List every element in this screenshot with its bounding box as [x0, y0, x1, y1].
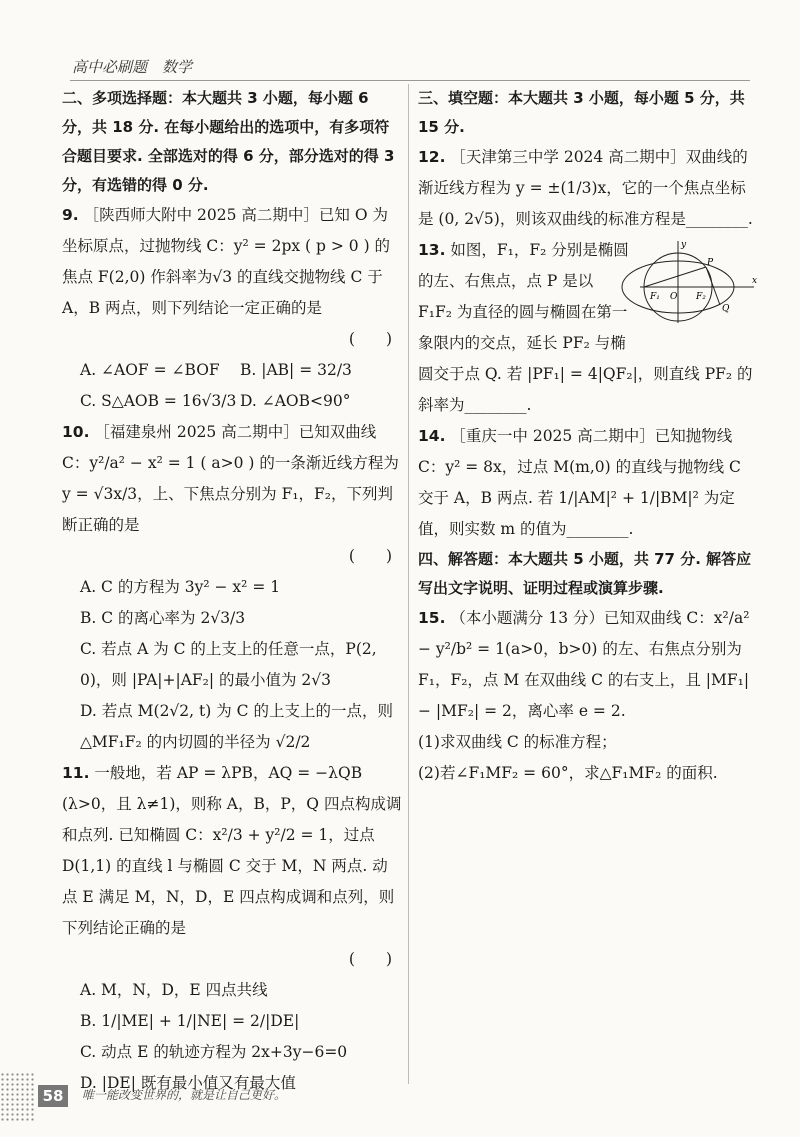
- q15-number: 15.: [418, 609, 446, 627]
- q10-option-c: C. 若点 A 为 C 的上支上的任意一点，P(2, 0)，则 |PA|+|AF₂| 的最小值为 2√3: [80, 640, 377, 689]
- section4-heading: 四、解答题：本大题共 5 小题，共 77 分. 解答应写出文字说明、证明过程或演算步骤.: [418, 550, 752, 597]
- q15-stem: （本小题满分 13 分）已知双曲线 C：x²/a² − y²/b² = 1(a>0，b>0) 的左、右焦点分别为 F₁，F₂，点 M 在双曲线 C 的右支上，且 |MF₁| − |MF₂| = 2，离心率 e = 2.: [418, 609, 750, 720]
- question-14: [418, 421, 756, 545]
- q10-option-d: D. 若点 M(2√2, t) 为 C 的上支上的一点，则 △MF₁F₂ 的内切圆的半径为 √2/2: [80, 702, 393, 751]
- q11-option-a: A. M，N，D，E 四点共线: [80, 981, 268, 999]
- question-13: [418, 235, 756, 421]
- q9-option-d: D. ∠AOB<90°: [240, 392, 351, 410]
- q11-option-c: C. 动点 E 的轨迹方程为 2x+3y−6=0: [80, 1043, 348, 1061]
- q14-number: 14.: [418, 427, 446, 445]
- q11-answer-paren: ( ): [348, 950, 392, 968]
- section3-heading: 三、填空题：本大题共 3 小题，每小题 5 分，共 15 分.: [418, 89, 745, 136]
- fig-label-f1: F₁: [650, 292, 660, 302]
- q11-stem: 一般地，若 AP = λPB，AQ = −λQB (λ>0，且 λ≠1)，则称 A，B，P，Q 四点构成调和点列. 已知椭圆 C：x²/3 + y²/2 = 1，过点 D(1,1) 的直线 l 与椭圆 C 交于 M，N 两点. 动点 E 满足 M，N，D，E 四点构成调和点列，则下列结论正确的是: [62, 764, 402, 937]
- q9-answer-paren: ( ): [348, 330, 392, 348]
- fig-label-y: y: [681, 240, 687, 250]
- footer-motto: 唯一能改变世界的，就是让自己更好。: [82, 1088, 287, 1102]
- q12-stem: ［天津第三中学 2024 高二期中］双曲线的渐近线方程为 y = ±(1/3)x，它的一个焦点坐标是 (0, 2√5)，则该双曲线的标准方程是________.: [418, 148, 753, 228]
- q11-number: 11.: [62, 764, 90, 782]
- q13-number: 13.: [418, 241, 446, 259]
- page-header: 高中必刷题 数学: [72, 58, 193, 76]
- fig-label-o: O: [670, 292, 678, 302]
- ellipse-figure: [636, 237, 756, 327]
- footer-dot-pattern: [0, 1072, 36, 1122]
- q9-number: 9.: [62, 206, 79, 224]
- q11-option-d: D. |DE| 既有最小值又有最大值: [80, 1074, 296, 1092]
- q11-option-b: B. 1/|ME| + 1/|NE| = 2/|DE|: [80, 1012, 300, 1030]
- q15-part-2: (2)若∠F₁MF₂ = 60°，求△F₁MF₂ 的面积.: [418, 764, 718, 782]
- q9-option-a: A. ∠AOF = ∠BOF: [80, 361, 220, 379]
- q9-option-c: C. S△AOB = 16√3/3: [80, 392, 237, 410]
- column-divider: [408, 84, 409, 1084]
- q13-stem: 如图，F₁，F₂ 分别是椭圆的左、右焦点，点 P 是以 F₁F₂ 为直径的圆与椭圆在第一象限内的交点，延长 PF₂ 与椭圆交于点 Q. 若 |PF₁| = 4|QF₂|，则直线 PF₂ 的斜率为________.: [418, 241, 753, 414]
- header-rule: [70, 80, 750, 81]
- q10-answer-paren: ( ): [348, 547, 392, 565]
- q12-number: 12.: [418, 148, 446, 166]
- fig-label-q: Q: [722, 304, 730, 314]
- q14-stem: ［重庆一中 2025 高二期中］已知抛物线 C：y² = 8x，过点 M(m,0) 的直线与抛物线 C 交于 A，B 两点. 若 1/|AM|² + 1/|BM|² 为定值，则实数 m 的值为________.: [418, 427, 741, 538]
- question-12: [418, 142, 756, 235]
- page-number: 58: [38, 1085, 68, 1107]
- fig-label-p: P: [707, 258, 714, 268]
- q9-stem: ［陕西师大附中 2025 高二期中］已知 O 为坐标原点，过抛物线 C：y² = 2px ( p > 0 ) 的焦点 F(2,0) 作斜率为√3 的直线交抛物线 C 于 A，B 两点，则下列结论一定正确的是: [62, 206, 391, 317]
- fig-label-f2: F₂: [696, 292, 706, 302]
- q10-number: 10.: [62, 423, 90, 441]
- right-column: [418, 84, 756, 789]
- q10-option-a: A. C 的方程为 3y² − x² = 1: [80, 578, 281, 596]
- section2-heading: 二、多项选择题：本大题共 3 小题，每小题 6 分，共 18 分. 在每小题给出的选项中，有多项符合题目要求. 全部选对的得 6 分，部分选对的得 3 分，有选错的得 0 分.: [62, 89, 395, 194]
- question-11: [62, 758, 402, 1099]
- fig-label-x: x: [752, 276, 758, 286]
- q15-part-1: (1)求双曲线 C 的标准方程；: [418, 733, 617, 751]
- q9-option-b: B. |AB| = 32/3: [240, 361, 352, 379]
- question-15: [418, 603, 756, 789]
- left-column: [62, 84, 402, 1099]
- question-10: [62, 417, 402, 758]
- q10-stem: ［福建泉州 2025 高二期中］已知双曲线 C：y²/a² − x² = 1 ( a>0 ) 的一条渐近线方程为 y = √3x/3，上、下焦点分别为 F₁，F₂，下列判断正确的是: [62, 423, 399, 534]
- q10-option-b: B. C 的离心率为 2√3/3: [80, 609, 246, 627]
- question-9: [62, 200, 402, 417]
